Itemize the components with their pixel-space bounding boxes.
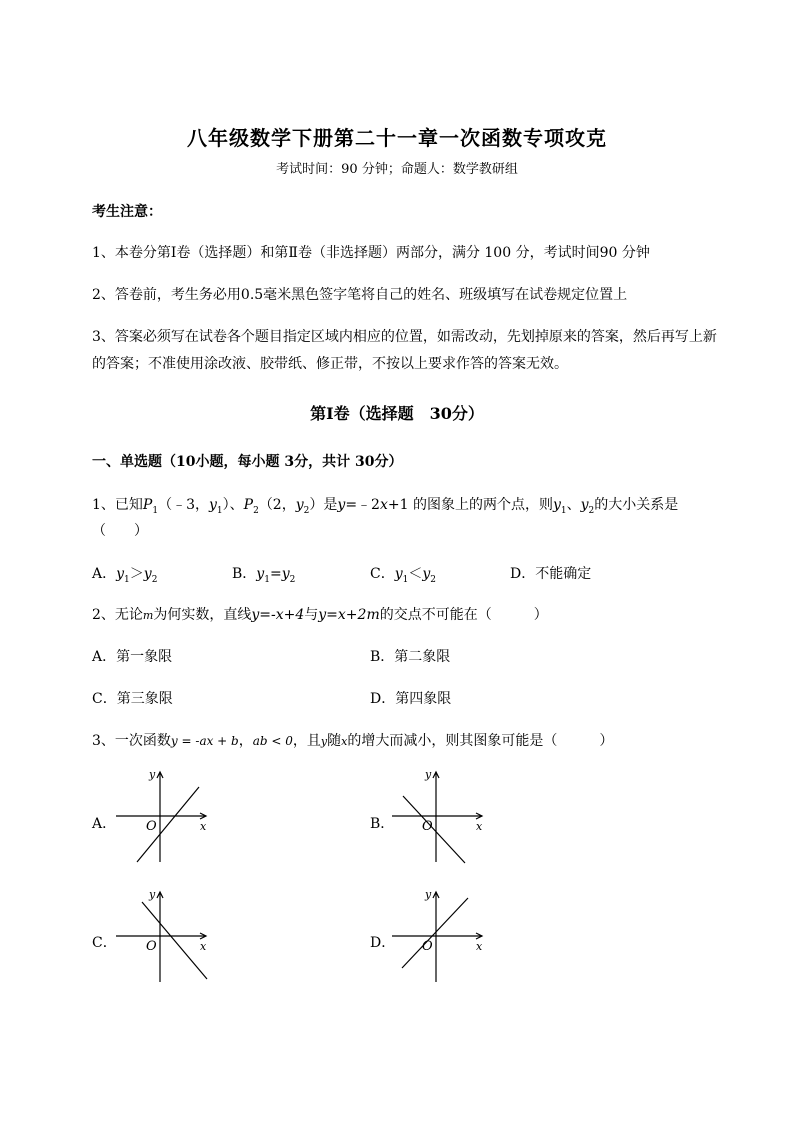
q3-option-c[interactable]: C． xyxy=(92,935,117,951)
q3-graph-c[interactable] xyxy=(112,886,212,986)
q1-option-a[interactable]: A．$y_1>y_2$ xyxy=(92,566,158,585)
q3-option-b[interactable]: B． xyxy=(370,816,395,832)
axis-x-label: x xyxy=(200,940,207,953)
q3-option-a[interactable]: A． xyxy=(92,816,117,832)
q3-graph-a[interactable] xyxy=(112,766,212,866)
q2-option-d[interactable]: D．第四象限 xyxy=(370,691,452,707)
q1-option-b[interactable]: B．$y_1=y_2$ xyxy=(232,566,296,585)
q3-graph-d[interactable] xyxy=(388,886,488,986)
question-1-blank: （ ） xyxy=(92,523,148,539)
q3-option-d[interactable]: D． xyxy=(370,935,396,951)
origin-label: O xyxy=(146,939,157,954)
axis-x-label: x xyxy=(200,820,207,833)
origin-label: O xyxy=(146,819,157,834)
origin-label: O xyxy=(422,939,433,954)
axis-x-label: x xyxy=(476,940,483,953)
part-heading: 一、单选题（10小题，每小题 3分，共计 30分） xyxy=(92,454,403,470)
notice-heading: 考生注意： xyxy=(92,204,162,220)
q1-option-c[interactable]: C．$y_1<y_2$ xyxy=(370,566,437,585)
axis-y-label: y xyxy=(149,768,156,781)
q2-option-b[interactable]: B．第二象限 xyxy=(370,649,451,665)
q1-option-d[interactable]: D．不能确定 xyxy=(510,566,592,582)
axis-y-label: y xyxy=(149,888,156,901)
page-title: 八年级数学下册第二十一章一次函数专项攻克 xyxy=(187,126,607,150)
notice-3: 3、答案必须写在试卷各个题目指定区域内相应的位置，如需改动，先划掉原来的答案，然后再写上新 xyxy=(92,329,717,345)
question-1: 1、已知$P_1(﹣3$，$y_1$）、$P_2(2$，$y_2$）是y=﹣2x+1 的图象上的两个点，则$y_1$、$y_2$的大小关系是 xyxy=(92,497,679,516)
notice-1: 1、本卷分第Ⅰ卷（选择题）和第Ⅱ卷（非选择题）两部分，满分 100 分，考试时间90 分钟 xyxy=(92,245,650,261)
q2-option-c[interactable]: C．第三象限 xyxy=(92,691,173,707)
q3-graph-b[interactable] xyxy=(388,766,488,866)
question-3: 3、一次函数y = -ax + b，ab < 0，且y随x的增大而减小，则其图象可能是（ ） xyxy=(92,733,614,749)
q2-option-a[interactable]: A．第一象限 xyxy=(92,649,173,665)
axis-y-label: y xyxy=(425,888,432,901)
question-2: 2、无论m为何实数，直线y=-x+4与y=x+2m的交点不可能在（ ） xyxy=(92,607,548,623)
section-title: 第Ⅰ卷（选择题 30分） xyxy=(310,404,484,423)
exam-info: 考试时间：90 分钟；命题人：数学教研组 xyxy=(276,162,518,177)
notice-3-cont: 的答案；不准使用涂改液、胶带纸、修正带，不按以上要求作答的答案无效。 xyxy=(92,356,568,372)
notice-2: 2、答卷前，考生务必用0.5毫米黑色签字笔将自己的姓名、班级填写在试卷规定位置上 xyxy=(92,287,628,303)
axis-x-label: x xyxy=(476,820,483,833)
axis-y-label: y xyxy=(425,768,432,781)
origin-label: O xyxy=(422,819,433,834)
